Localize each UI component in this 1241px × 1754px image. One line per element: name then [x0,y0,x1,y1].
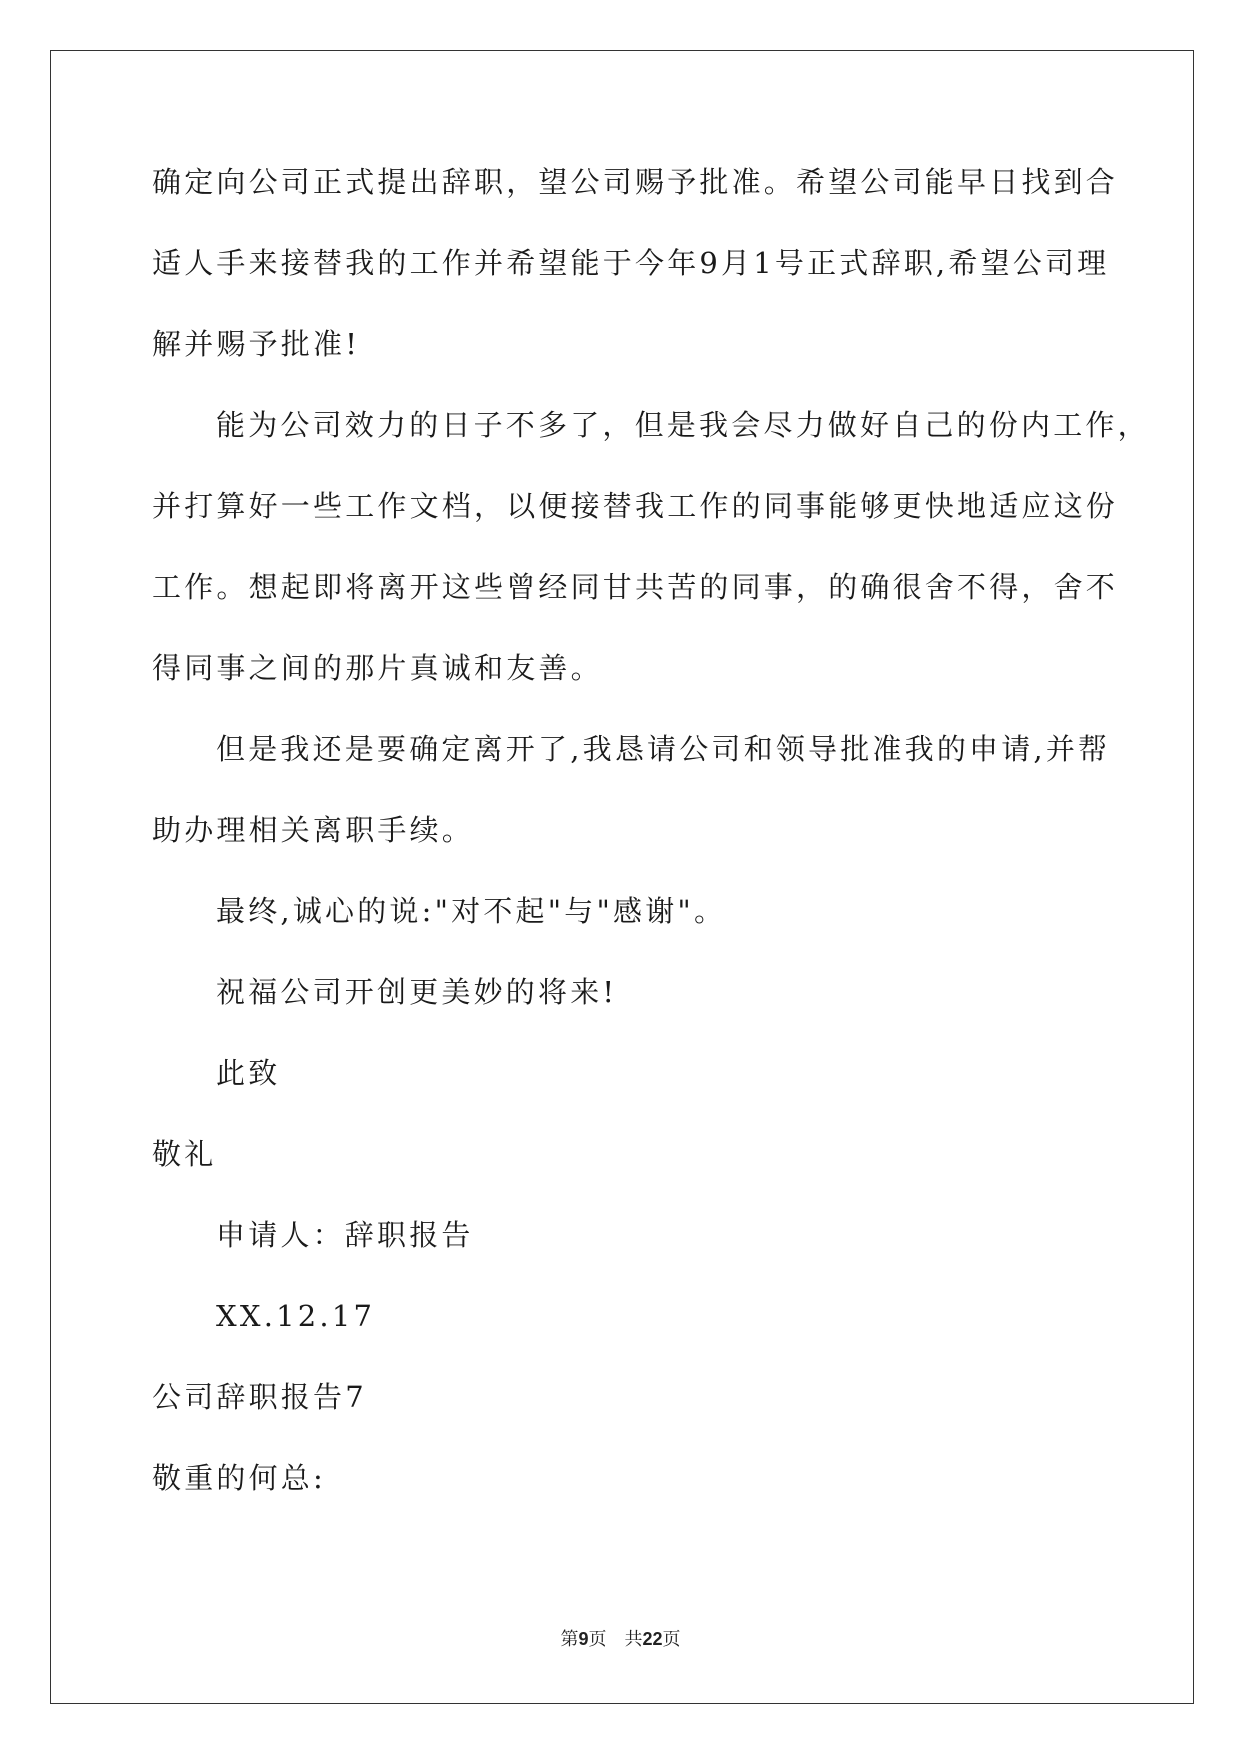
greeting-line: 敬重的何总: [152,1461,326,1495]
paragraph-line: 能为公司效力的日子不多了，但是我会尽力做好自己的份内工作， [216,408,1150,442]
date-line: XX.12.17 [216,1299,376,1333]
paragraph-line: 最终,诚心的说:"对不起"与"感谢"。 [216,894,727,928]
paragraph-line: 得同事之间的那片真诚和友善。 [152,651,603,685]
paragraph-line: 助办理相关离职手续。 [152,813,475,847]
page-footer [0,1625,1241,1651]
footer-middle: 页 共 [588,1629,643,1650]
footer-prefix: 第 [560,1629,579,1650]
page-border [50,50,1194,1704]
applicant-line: 申请人：辞职报告 [216,1218,474,1252]
current-page-number: 9 [578,1629,589,1649]
paragraph-line: 确定向公司正式提出辞职，望公司赐予批准。希望公司能早日找到合 [152,165,1119,199]
closing-regards: 敬礼 [152,1137,217,1171]
closing-salutation: 此致 [216,1056,281,1090]
paragraph-line: 解并赐予批准! [152,327,361,361]
paragraph-line: 祝福公司开创更美妙的将来! [216,975,618,1009]
paragraph-line: 工作。想起即将离开这些曾经同甘共苦的同事，的确很舍不得，舍不 [152,570,1119,604]
paragraph-line: 但是我还是要确定离开了,我恳请公司和领导批准我的申请,并帮 [216,732,1111,766]
total-page-number: 22 [642,1629,663,1649]
paragraph-line: 适人手来接替我的工作并希望能于今年9月1号正式辞职,希望公司理 [152,246,1110,280]
footer-suffix: 页 [662,1629,681,1650]
section-heading: 公司辞职报告7 [152,1380,367,1414]
paragraph-line: 并打算好一些工作文档，以便接替我工作的同事能够更快地适应这份 [152,489,1119,523]
